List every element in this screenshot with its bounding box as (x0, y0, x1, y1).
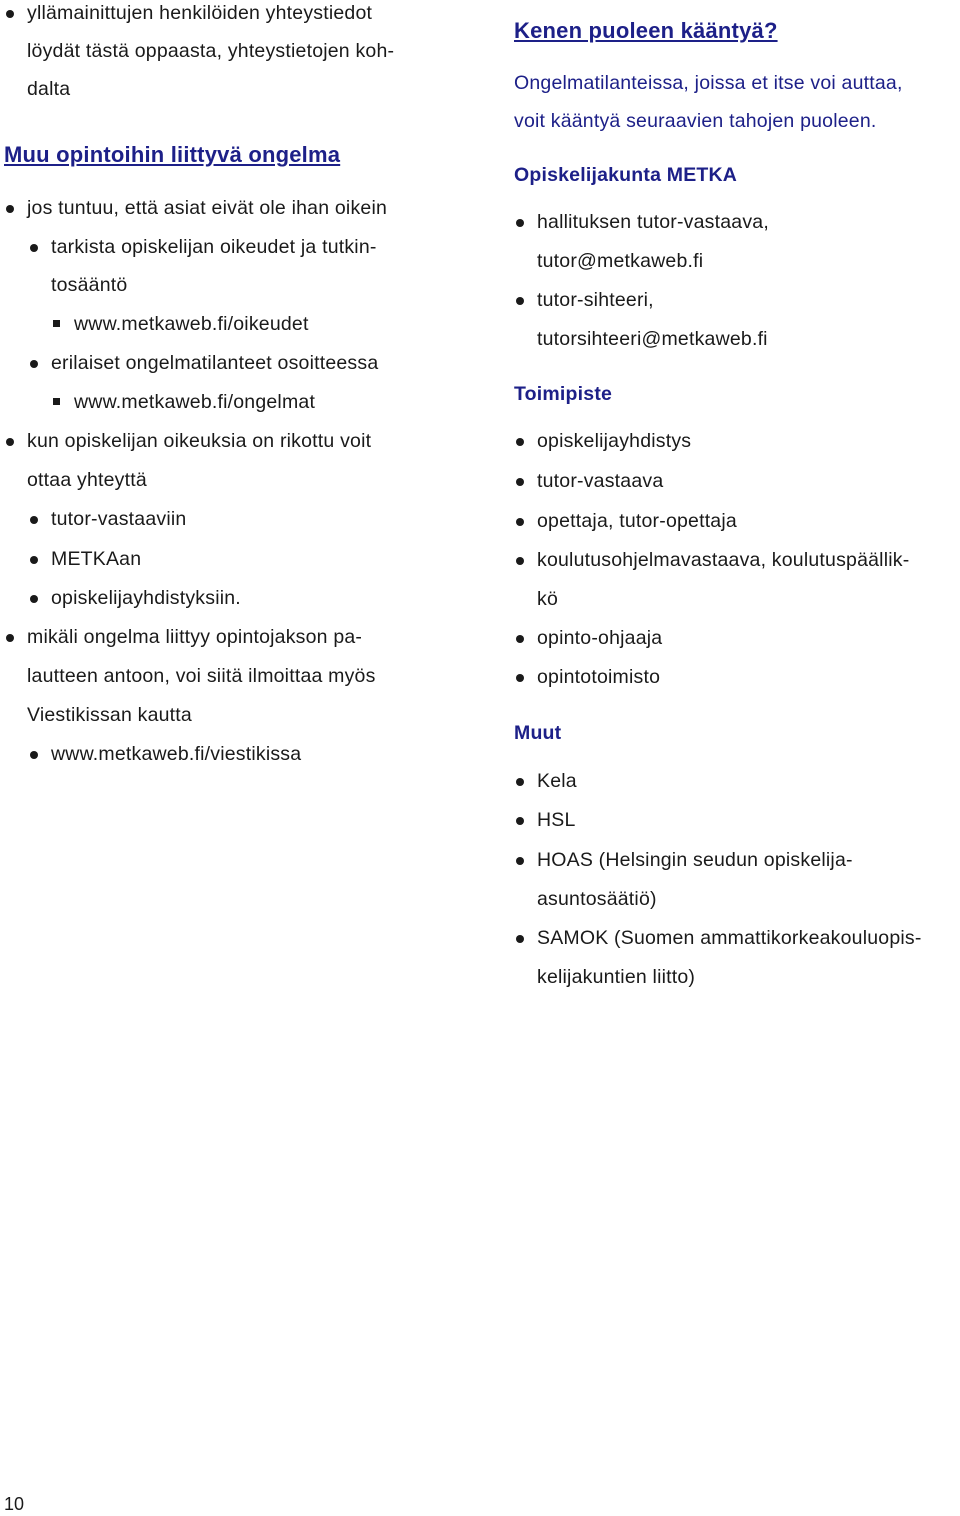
list-item: koulutusohjelmavastaava, koulutuspäällik- (537, 549, 910, 571)
bullet-icon (516, 297, 524, 305)
bullet-icon (6, 634, 14, 642)
bullet-text: erilaiset ongelmatilanteet osoitteessa (51, 352, 379, 374)
intro-line-1: yllämainittujen henkilöiden yhteystiedot (27, 2, 373, 24)
list-item: HOAS (Helsingin seudun opiskelija- (537, 849, 853, 871)
list-item: kö (537, 588, 558, 610)
list-item: tutor-sihteeri, (537, 289, 654, 311)
bullet-icon (6, 438, 14, 446)
bullet-icon (516, 857, 524, 865)
page-number: 10 (4, 1494, 25, 1514)
email-link[interactable]: tutorsihteeri@metkaweb.fi (537, 328, 768, 350)
bullet-icon (30, 360, 38, 368)
bullet-icon (516, 518, 524, 526)
bullet-icon (516, 778, 524, 786)
square-bullet-icon (53, 320, 60, 327)
bullet-text: ottaa yhteyttä (27, 469, 147, 491)
list-item: opinto-ohjaaja (537, 627, 663, 649)
intro-line-2: voit kääntyä seuraavien tahojen puoleen. (514, 110, 877, 132)
bullet-text: tarkista opiskelijan oikeudet ja tutkin- (51, 236, 377, 258)
bullet-icon (30, 751, 38, 759)
subheading-toimipiste: Toimipiste (514, 383, 613, 405)
bullet-icon (516, 935, 524, 943)
bullet-icon (516, 478, 524, 486)
link-ongelmat[interactable]: www.metkaweb.fi/ongelmat (74, 391, 316, 413)
email-link[interactable]: tutor@metkaweb.fi (537, 250, 704, 272)
bullet-icon (516, 674, 524, 682)
bullet-text: kun opiskelijan oikeuksia on rikottu voit (27, 430, 372, 452)
intro-line-3: dalta (27, 78, 71, 100)
bullet-text: tosääntö (51, 274, 128, 296)
bullet-icon (516, 557, 524, 565)
bullet-icon (516, 219, 524, 227)
bullet-icon (516, 817, 524, 825)
list-item: kelijakuntien liitto) (537, 966, 696, 988)
list-item: opiskelijayhdistys (537, 430, 692, 452)
bullet-text: jos tuntuu, että asiat eivät ole ihan oikein (27, 197, 388, 219)
list-item: HSL (537, 809, 576, 831)
section-heading-other-problem: Muu opintoihin liittyvä ongelma (4, 142, 341, 167)
bullet-icon (516, 438, 524, 446)
link-viestikissa[interactable]: www.metkaweb.fi/viestikissa (51, 743, 302, 765)
list-item: hallituksen tutor-vastaava, (537, 211, 769, 233)
link-oikeudet[interactable]: www.metkaweb.fi/oikeudet (74, 313, 309, 335)
list-item: Kela (537, 770, 577, 792)
bullet-text: Viestikissan kautta (27, 704, 192, 726)
square-bullet-icon (53, 398, 60, 405)
list-item: METKAan (51, 548, 142, 570)
bullet-text: lautteen antoon, voi siitä ilmoittaa myös (27, 665, 376, 687)
section-heading-who-to-turn-to: Kenen puoleen kääntyä? (514, 18, 778, 43)
bullet-icon (30, 516, 38, 524)
bullet-icon (30, 244, 38, 252)
bullet-icon (6, 10, 14, 18)
bullet-text: mikäli ongelma liittyy opintojakson pa- (27, 626, 363, 648)
intro-line-1: Ongelmatilanteissa, joissa et itse voi auttaa, (514, 72, 903, 94)
subheading-muut: Muut (514, 722, 562, 744)
bullet-icon (516, 635, 524, 643)
list-item: SAMOK (Suomen ammattikorkeakouluopis- (537, 927, 922, 949)
list-item: tutor-vastaava (537, 470, 664, 492)
bullet-icon (30, 595, 38, 603)
bullet-icon (6, 205, 14, 213)
bullet-icon (30, 556, 38, 564)
list-item: tutor-vastaaviin (51, 508, 187, 530)
subheading-metka: Opiskelijakunta METKA (514, 164, 738, 186)
list-item: asuntosäätiö) (537, 888, 657, 910)
list-item: opintotoimisto (537, 666, 661, 688)
list-item: opettaja, tutor-opettaja (537, 510, 737, 532)
list-item: opiskelijayhdistyksiin. (51, 587, 241, 609)
intro-line-2: löydät tästä oppaasta, yhteystietojen koh- (27, 40, 395, 62)
